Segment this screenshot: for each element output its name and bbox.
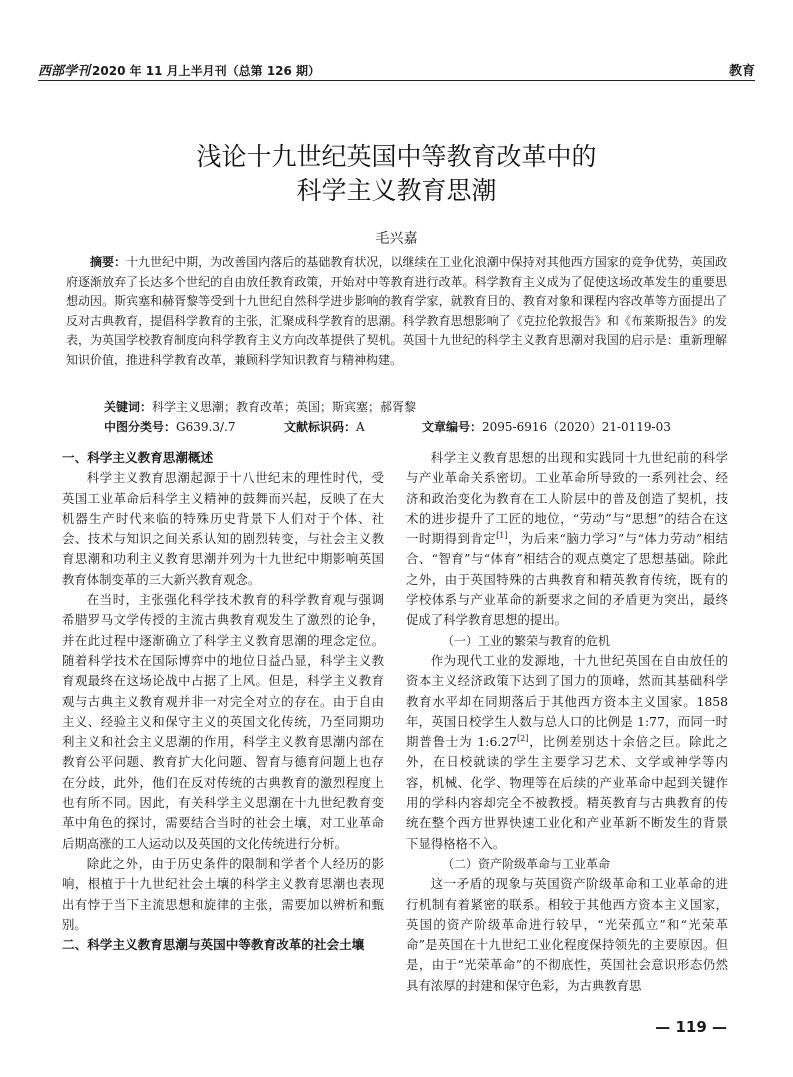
- keywords: [104, 398, 727, 417]
- document-code: 文献标识码：A: [284, 420, 365, 434]
- paragraph: 科学主义教育思想的出现和实践同十九世纪前的科学与产业革命关系密切。工业革命所导致的一系列社会、经济和政治变化为教育在工人阶层中的普及创造了契机，技术的进步提升了工匠的地位，“劳动”与“思想”的结合在这一时期得到肯定[1]，为后来“脑力学习”与“体力劳动”相结合、“智育”与“体育”相结合的观点奠定了思想基础。除此之外，由于英国特殊的古典教育和精英教育传统，既有的学校体系与产业革命的新要求之间的矛盾更为突出，最终促成了科学教育思想的提出。: [406, 450, 729, 628]
- right-column: [406, 448, 728, 996]
- page-number: — 119 —: [655, 1018, 727, 1036]
- citation-ref: [1]: [496, 531, 508, 541]
- paragraph: 在当时，主张强化科学技术教育的科学教育观与强调希腊罗马文学传授的主流古典教育观发生了激烈的论争，并在此过程中逐渐确立了科学主义教育思潮的理念定位。随着科学技术在国际博弈中的地位日益凸显，科学主义教育观最终在这场论战中占据了上风。但是，科学主义教育观与古典主义教育观并非一对完全对立的存在。由于自由主义、经验主义和保守主义的英国文化传统，乃至同期功利主义和社会主义思潮的作用，科学主义教育思潮内部在教育公平问题、教育扩大化问题、智育与德育问题上也存在分歧，此外，他们在反对传统的古典教育的激烈程度上也有所不同。因此，有关科学主义思潮在十九世纪教育变革中角色的探讨，需要结合当时的社会土壤，对工业革命后期高涨的工人运动以及英国的文化传统进行分析。: [62, 592, 384, 851]
- running-header: [38, 56, 755, 81]
- title-line-1: 浅论十九世纪英国中等教育改革中的: [196, 142, 597, 171]
- subsection-heading-1: （一）工业的繁荣与教育的危机: [442, 633, 611, 648]
- subsection-heading-2: （二）资产阶级革命与工业革命: [442, 856, 611, 871]
- abstract-text: 十九世纪中期，为改善国内落后的基础教育状况，以继续在工业化浪潮中保持对其他西方国家的竞争优势，英国政府逐渐放弃了长达多个世纪的自由放任教育政策，开始对中等教育进行改革。科学教育主义成为了促使这场改革发生的重要思想动因。斯宾塞和赫胥黎等受到十九世纪自然科学进步影响的教育学家，就教育目的、教育对象和课程内容改革等方面提出了反对古典教育，提倡科学教育的主张，汇聚成科学教育的思潮。科学教育思想影响了《克拉伦敦报告》和《布莱斯报告》的发表，为英国学校教育制度向科学教育主义方向改革提供了契机。英国十九世纪的科学主义教育思潮对我国的启示是：重新理解知识价值，推进科学教育改革，兼顾科学知识教育与精神构建。: [66, 255, 727, 367]
- left-column: [62, 448, 384, 955]
- citation-ref: [2]: [517, 734, 529, 744]
- journal-logo: 西部学刊: [38, 64, 91, 79]
- abstract-label: 摘要：: [90, 255, 127, 269]
- article-number: 文章编号：2095-6916（2020）21-0119-03: [422, 420, 671, 434]
- keywords-label: 关键词：: [104, 400, 153, 414]
- section-label: 教育: [728, 64, 755, 79]
- section-heading-1: 一、科学主义教育思潮概述: [62, 450, 214, 465]
- keywords-text: 科学主义思潮；教育改革；英国；斯宾塞；郝胥黎: [152, 400, 417, 414]
- author-name: 毛兴嘉: [375, 231, 418, 247]
- paragraph: 这一矛盾的现象与英国资产阶级革命和工业革命的进行机制有着紧密的联系。相较于其他西方资本主义国家，英国的资产阶级革命进行较早，“光荣孤立”和“光荣革命”是英国在十九世纪工业化程度保持领先的主要原因。但是，由于“光荣革命”的不彻底性，英国社会意识形态仍然具有浓厚的封建和保守色彩，为古典教育思: [406, 876, 728, 993]
- section-heading-2: 二、科学主义教育思潮与英国中等教育改革的社会土壤: [62, 937, 365, 953]
- paragraph: 科学主义教育思潮起源于十八世纪末的理性时代，受英国工业革命后科学主义精神的鼓舞而兴起，反映了在大机器生产时代来临的特殊历史背景下人们对于个体、社会、技术与知识之间关系认知的剧烈转变，与社会主义教育思潮和功利主义教育思潮并列为十九世纪中期影响英国教育体制变革的三大新兴教育观念。: [62, 470, 384, 587]
- abstract: [66, 253, 727, 371]
- title-line-2: 科学主义教育思潮: [296, 176, 497, 205]
- journal-issue-line: [38, 60, 320, 79]
- clc-number: 中图分类号：G639.3/.7: [104, 420, 236, 434]
- issue-info: 2020 年 11 月上半月刊（总第 126 期）: [92, 64, 321, 78]
- article-title: [40, 140, 753, 208]
- paragraph: 作为现代工业的发源地，十九世纪英国在自由放任的资本主义经济政策下达到了国力的顶峰，然而其基础科学教育水平却在同期落后于其他西方资本主义国家。1858 年，英国日校学生人数与总人口的比例是 1:77，而同一时期普鲁士为 1:6.27[2]，比例差别达十余倍之巨。除此之外，在日校就读的学生主要学习艺术、文学或神学等内容，机械、化学、物理等在后续的产业革命中起到关键作用的学科内容却完全不被教授。精英教育与古典教育的传统在整个西方世界快速工业化和产业革新不断发生的背景下显得格格不入。: [406, 652, 728, 851]
- paragraph: 除此之外，由于历史条件的限制和学者个人经历的影响，根植于十九世纪社会土壤的科学主义教育思潮也表现出有悖于当下主流思想和旋律的主张，需要加以辨析和甄别。: [62, 855, 384, 932]
